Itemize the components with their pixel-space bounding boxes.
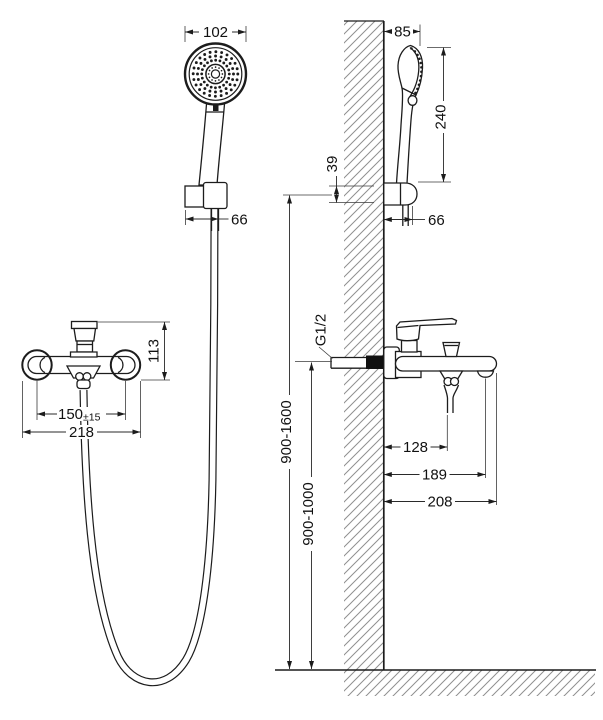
dim-label-hose-offset: 128 bbox=[402, 439, 429, 456]
supply-pipe bbox=[331, 358, 366, 369]
dim-head-depth bbox=[384, 24, 420, 47]
mixer-cartridge-collar bbox=[402, 341, 418, 353]
dim-label-mounting-centers: 150 bbox=[58, 406, 84, 423]
mixer-handle-front bbox=[71, 322, 98, 358]
front-shower-hose bbox=[84, 209, 215, 682]
dim-mixer-height bbox=[98, 322, 170, 380]
dim-label-mixer-width: 218 bbox=[68, 424, 95, 441]
dim-bracket-depth bbox=[384, 206, 445, 229]
dim-label-thread: G1/2 bbox=[312, 313, 330, 347]
mixer-escutcheon-right bbox=[111, 350, 140, 379]
dim-thread bbox=[313, 314, 333, 359]
dim-label-bracket-offset: 39 bbox=[324, 155, 341, 173]
dim-spout-outlet-reach bbox=[384, 379, 486, 484]
dim-label-head-height: 240 bbox=[432, 104, 450, 130]
spout-outlet-lip bbox=[478, 371, 494, 377]
floor-section bbox=[275, 670, 596, 696]
dim-mixer-floor-height bbox=[295, 362, 332, 670]
dim-head-diameter bbox=[185, 24, 246, 42]
dim-label-bracket-floor-height: 900-1600 bbox=[278, 400, 295, 464]
wall-section bbox=[344, 21, 384, 670]
dim-label-head-diameter: 102 bbox=[202, 24, 229, 41]
side-hand-shower bbox=[384, 46, 423, 227]
head-center bbox=[211, 70, 219, 78]
mixer-lever-side bbox=[397, 319, 457, 341]
front-shower-head bbox=[185, 44, 246, 112]
mixer-diverter-front bbox=[67, 366, 100, 389]
dim-label-spout-total-reach: 208 bbox=[427, 493, 453, 511]
dim-hose-offset bbox=[384, 415, 448, 456]
dim-bracket-floor-height bbox=[278, 195, 332, 669]
mixer-spout bbox=[396, 357, 497, 372]
diverter-knob bbox=[443, 343, 460, 357]
shower-hose-side bbox=[440, 371, 463, 413]
head-handle-slot bbox=[213, 104, 219, 112]
dim-label-head-depth: 85 bbox=[394, 23, 411, 41]
mixer-escutcheon-left bbox=[22, 350, 51, 379]
dim-label-bracket-depth: 66 bbox=[428, 212, 445, 229]
front-shower-handle bbox=[199, 104, 225, 185]
side-shower-head bbox=[398, 46, 423, 106]
front-mixer bbox=[22, 322, 140, 389]
front-wall-bracket bbox=[185, 183, 227, 232]
dim-label-mounting-tolerance: ±15 bbox=[83, 411, 101, 424]
dim-label-mixer-floor-height: 900-1000 bbox=[300, 482, 317, 546]
side-head-hang-loop bbox=[408, 96, 417, 106]
dim-label-bracket-width: 66 bbox=[231, 211, 248, 229]
dim-label-mixer-height: 113 bbox=[145, 339, 163, 363]
wall-anchor bbox=[366, 356, 384, 370]
dim-label-spout-outlet-reach: 189 bbox=[421, 466, 448, 484]
